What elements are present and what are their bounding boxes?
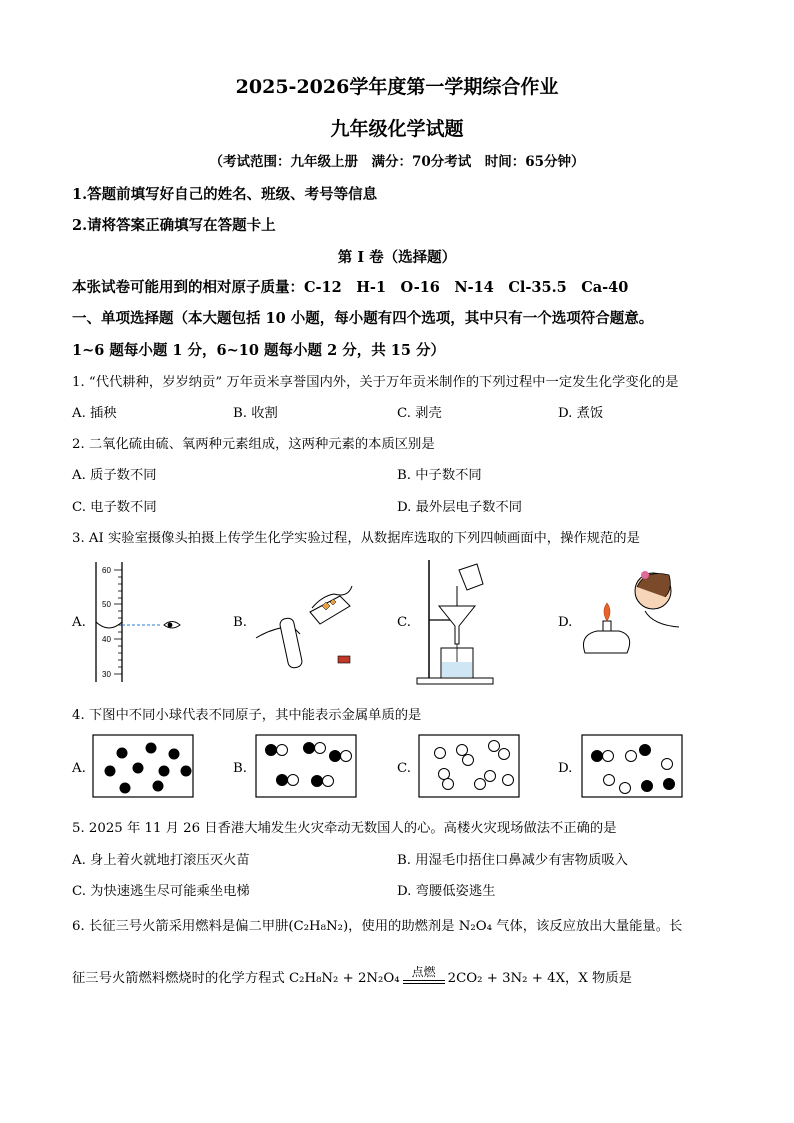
question-6-stem-line1: 6. 长征三号火箭采用燃料是偏二甲肼(C₂H₈N₂)，使用的助燃剂是 N₂O₄ 气体，该反应放出大量能量。长: [72, 919, 683, 934]
filtration-figure: [415, 556, 525, 688]
equation-reactants: 征三号火箭燃料燃烧时的化学方程式 C₂H₈N₂ + 2N₂O₄: [72, 971, 400, 986]
volume-heading: 第 I 卷（选择题）: [337, 249, 457, 266]
q3-option-b: B.: [233, 615, 247, 630]
atom-box-a: [92, 734, 194, 798]
exam-info: （考试范围：九年级上册 满分：70分考试 时间：65分钟）: [209, 154, 585, 170]
reaction-condition-arrow: [403, 966, 445, 984]
q5-option-a: A. 身上着火就地打滚压灭火苗: [72, 853, 250, 868]
note-2: 2.请将答案正确填写在答题卡上: [72, 217, 276, 234]
q1-option-d: D. 煮饭: [558, 406, 604, 421]
q4-option-c: C.: [397, 761, 411, 776]
question-2-stem: 2. 二氧化硫由硫、氧两种元素组成，这两种元素的本质区别是: [72, 437, 435, 452]
q3-option-c: C.: [397, 615, 411, 630]
atom-box-b: [255, 734, 357, 798]
atom-box-d: [581, 734, 683, 798]
cylinder-tick-60: 60: [102, 566, 111, 575]
q5-option-b: B. 用湿毛巾捂住口鼻减少有害物质吸入: [397, 853, 628, 868]
part-heading: 一、单项选择题（本大题包括 10 小题，每小题有四个选项，其中只有一个选项符合题意。: [72, 310, 654, 327]
q2-option-c: C. 电子数不同: [72, 500, 157, 515]
pouring-solid-figure: [252, 568, 362, 672]
alcohol-lamp-figure: [575, 565, 690, 675]
atom-box-c: [418, 734, 520, 798]
eye-icon: [164, 622, 180, 629]
question-3-stem: 3. AI 实验室摄像头拍摄上传学生化学实验过程，从数据库选取的下列四帧画面中，操作规范的是: [72, 531, 640, 546]
cylinder-tick-30: 30: [102, 670, 111, 679]
question-6-equation-line: [72, 967, 632, 986]
reaction-condition: 点燃: [411, 965, 436, 979]
q4-option-a: A.: [72, 761, 86, 776]
q3-option-d: D.: [558, 615, 573, 630]
atomic-masses: 本张试卷可能用到的相对原子质量：C-12 H-1 O-16 N-14 Cl-35.5 Ca-40: [72, 279, 629, 296]
q5-option-d: D. 弯腰低姿逃生: [397, 884, 496, 899]
note-1: 1.答题前填写好自己的姓名、班级、考号等信息: [72, 186, 378, 203]
question-1-stem: 1. “代代耕种，岁岁纳贡” 万年贡米享誉国内外，关于万年贡米制作的下列过程中一定发生化学变化的是: [72, 375, 679, 390]
scoring-rule: 1~6 题每小题 1 分，6~10 题每小题 2 分，共 15 分）: [72, 342, 445, 359]
q2-option-a: A. 质子数不同: [72, 468, 157, 483]
q2-option-d: D. 最外层电子数不同: [397, 500, 523, 515]
q1-option-a: A. 插秧: [72, 406, 117, 421]
q1-option-b: B. 收割: [233, 406, 278, 421]
equation-products: 2CO₂ + 3N₂ + 4X，X 物质是: [447, 971, 632, 986]
q4-option-b: B.: [233, 761, 247, 776]
question-4-stem: 4. 下图中不同小球代表不同原子，其中能表示金属单质的是: [72, 708, 422, 723]
q1-option-c: C. 剥壳: [397, 406, 442, 421]
graduated-cylinder-figure: [86, 560, 186, 686]
q4-option-d: D.: [558, 761, 573, 776]
exam-title: 2025-2026学年度第一学期综合作业: [235, 76, 559, 98]
q3-option-a: A.: [72, 615, 86, 630]
q2-option-b: B. 中子数不同: [397, 468, 482, 483]
q5-option-c: C. 为快速逃生尽可能乘坐电梯: [72, 884, 250, 899]
question-5-stem: 5. 2025 年 11 月 26 日香港大埔发生火灾牵动无数国人的心。高楼火灾现场做法不正确的是: [72, 821, 617, 836]
cylinder-tick-40: 40: [102, 635, 111, 644]
cylinder-tick-50: 50: [102, 600, 111, 609]
exam-subtitle: 九年级化学试题: [330, 118, 464, 140]
